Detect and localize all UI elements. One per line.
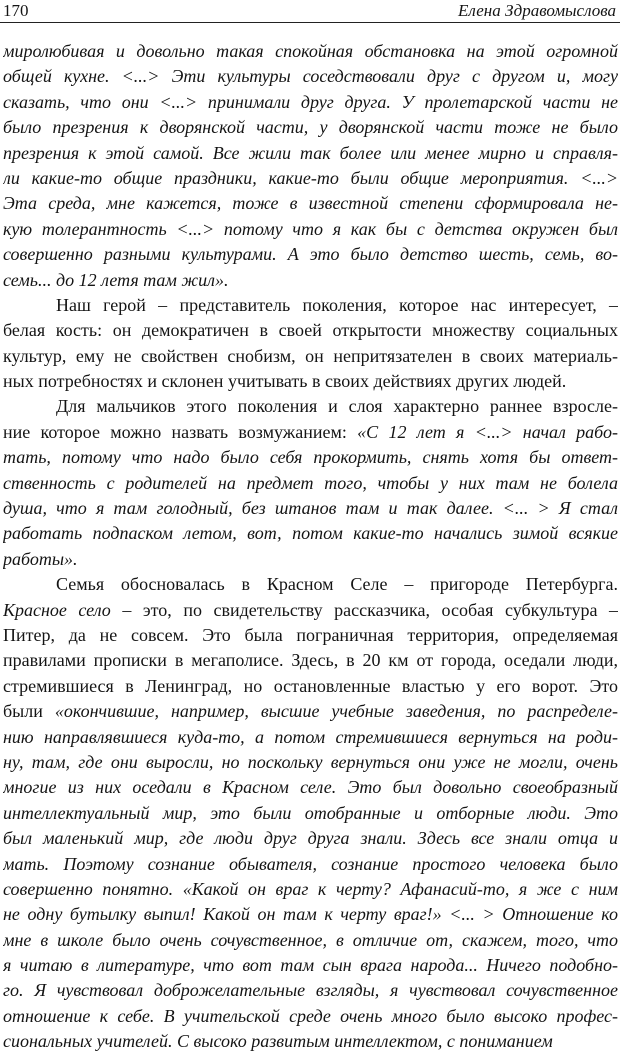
text-line: [3, 369, 618, 394]
text-segment: ние которое можно назвать возмужанием:: [3, 421, 358, 442]
text-segment: Питер, да не совсем. Это была пограничная территория, определяемая: [3, 624, 618, 645]
text-line: [3, 598, 618, 623]
body-text: [3, 39, 618, 1055]
italic-quote-segment: я читаю в литературе, что вот там сын врага народа... Ничего подобно-: [3, 955, 618, 976]
text-segment: Наш герой – представитель поколения, которое нас интересует, –: [56, 294, 618, 315]
text-line: [3, 445, 618, 470]
text-line: [3, 902, 618, 927]
text-segment: правилами прописки в мегаполисе. Здесь, в 20 км от города, оседали люди,: [3, 650, 618, 671]
italic-quote-segment: «С 12 лет я <...> начал рабо-: [357, 421, 618, 442]
italic-quote-segment: миролюбивая и довольно такая спокойная обстановка на этой огромной: [3, 41, 618, 61]
italic-quote-segment: мать. Поэтому сознание обывателя, сознание простого человека было: [3, 853, 618, 874]
italic-quote-segment: многие из них оседали в Красном селе. Это был довольно своеобразный: [3, 777, 618, 798]
text-line: [3, 1004, 618, 1029]
text-line: [3, 775, 618, 800]
italic-quote-segment: сиональных учителей. С высоко развитым интеллектом, с пониманием: [3, 1031, 553, 1052]
text-line: [3, 191, 618, 216]
italic-quote-segment: ственность с родителей на предмет того, чтобы у них там не болела: [3, 472, 618, 493]
text-line: [3, 64, 618, 89]
text-segment: белая кость: он демократичен в своей открытости множеству социальных: [3, 320, 618, 341]
text-line: [3, 268, 618, 293]
text-line: [3, 826, 618, 851]
italic-quote-segment: был маленький мир, где люди друг друга знали. Здесь все знали отца и: [3, 828, 618, 849]
text-line: [3, 877, 618, 902]
italic-quote-segment: ну, там, где они выросли, но поскольку вернуться они уже не могли, очень: [3, 751, 618, 772]
text-line: [3, 394, 618, 419]
text-line: [3, 90, 618, 115]
running-title: Елена Здравомыслова: [458, 1, 616, 20]
italic-quote-segment: тать, потому что надо было себя прокормить, снять хотя бы ответ-: [3, 447, 618, 468]
text-segment: Для мальчиков этого поколения и слоя характерно раннее взросле-: [56, 396, 618, 417]
italic-quote-segment: отношение к себе. В учительской среде очень много было высоко профес-: [3, 1005, 618, 1026]
header-rule: [0, 22, 620, 23]
italic-quote-segment: работы».: [3, 548, 78, 569]
italic-quote-segment: «окончившие, например, высшие учебные заведения, по распределе-: [54, 701, 618, 722]
text-line: [3, 521, 618, 546]
italic-quote-segment: нию направлявшиеся куда-то, а потом стремившиеся вернуться на роди-: [3, 726, 618, 747]
italic-quote-segment: Красное село: [3, 599, 111, 620]
text-line: [3, 115, 618, 140]
italic-quote-segment: не одну бутылку выпил! Какой он там к черту враг!» <... > Отношение ко: [3, 904, 618, 925]
italic-quote-segment: ли какие-то общие праздники, какие-то были общие мероприятия. <...>: [3, 167, 618, 188]
text-line: [3, 166, 618, 191]
text-line: [3, 801, 618, 826]
text-line: [3, 648, 618, 673]
text-line: [3, 471, 618, 496]
text-segment: были: [3, 701, 55, 722]
text-line: [3, 725, 618, 750]
italic-quote-segment: Эта среда, мне кажется, тоже в известной степени сформировала не-: [3, 193, 618, 214]
running-header: [0, 0, 620, 26]
text-line: [3, 242, 618, 267]
text-line: [3, 344, 618, 369]
text-line: [3, 572, 618, 597]
text-segment: культур, ему не свойствен снобизм, он непритязателен в своих материаль-: [3, 345, 618, 366]
page-number: 170: [3, 1, 29, 20]
text-line: [3, 674, 618, 699]
italic-quote-segment: го. Я чувствовал доброжелательные взгляды, я чувствовал сочувственное: [3, 980, 618, 1001]
italic-quote-segment: сказать, что они <...> принимали друг друга. У пролетарской части не: [3, 91, 618, 112]
italic-quote-segment: кую толерантность <...> потому что я как бы с детства окружен был: [3, 218, 618, 239]
text-segment: Семья обосновалась в Красном Селе – пригороде Петербурга.: [56, 574, 618, 595]
text-segment: ных потребностях и склонен учитывать в своих действиях других людей.: [3, 371, 567, 392]
text-line: [3, 1029, 618, 1054]
text-line: [3, 39, 618, 64]
italic-quote-segment: мне в школе было очень сочувственное, в отличие от, скажем, того, что: [3, 929, 618, 950]
italic-quote-segment: презрения к этой самой. Все жили так более или менее мирно и справля-: [3, 142, 618, 163]
text-line: [3, 496, 618, 521]
italic-quote-segment: совершенно разными культурами. А это было детство шесть, семь, во-: [3, 244, 618, 265]
text-line: [3, 293, 618, 318]
text-segment: стремившиеся в Ленинград, но остановленные властью у его ворот. Это: [3, 675, 618, 696]
italic-quote-segment: душа, что я там голодный, без штанов там и так далее. <... > Я стал: [3, 498, 618, 519]
text-line: [3, 318, 618, 343]
italic-quote-segment: совершенно понятно. «Какой он враг к черту? Афанасий-то, я же с ним: [3, 878, 618, 899]
text-line: [3, 547, 618, 572]
text-line: [3, 420, 618, 445]
italic-quote-segment: общей кухне. <...> Эти культуры соседствовали друг с другом и, могу: [3, 66, 618, 87]
text-line: [3, 623, 618, 648]
text-line: [3, 852, 618, 877]
italic-quote-segment: семь... до 12 летя там жил».: [3, 269, 229, 290]
text-line: [3, 141, 618, 166]
text-line: [3, 978, 618, 1003]
italic-quote-segment: интеллектуальный мир, это были отобранные и отборные люди. Это: [3, 802, 618, 823]
italic-quote-segment: работать подпаском летом, вот, потом какие-то начались зимой всякие: [3, 523, 618, 544]
text-line: [3, 699, 618, 724]
text-line: [3, 217, 618, 242]
text-line: [3, 750, 618, 775]
text-segment: – это, по свидетельству рассказчика, особая субкультура –: [110, 599, 618, 620]
text-line: [3, 928, 618, 953]
text-line: [3, 953, 618, 978]
italic-quote-segment: было презрения к дворянской части, у дворянской части тоже не было: [3, 117, 618, 138]
